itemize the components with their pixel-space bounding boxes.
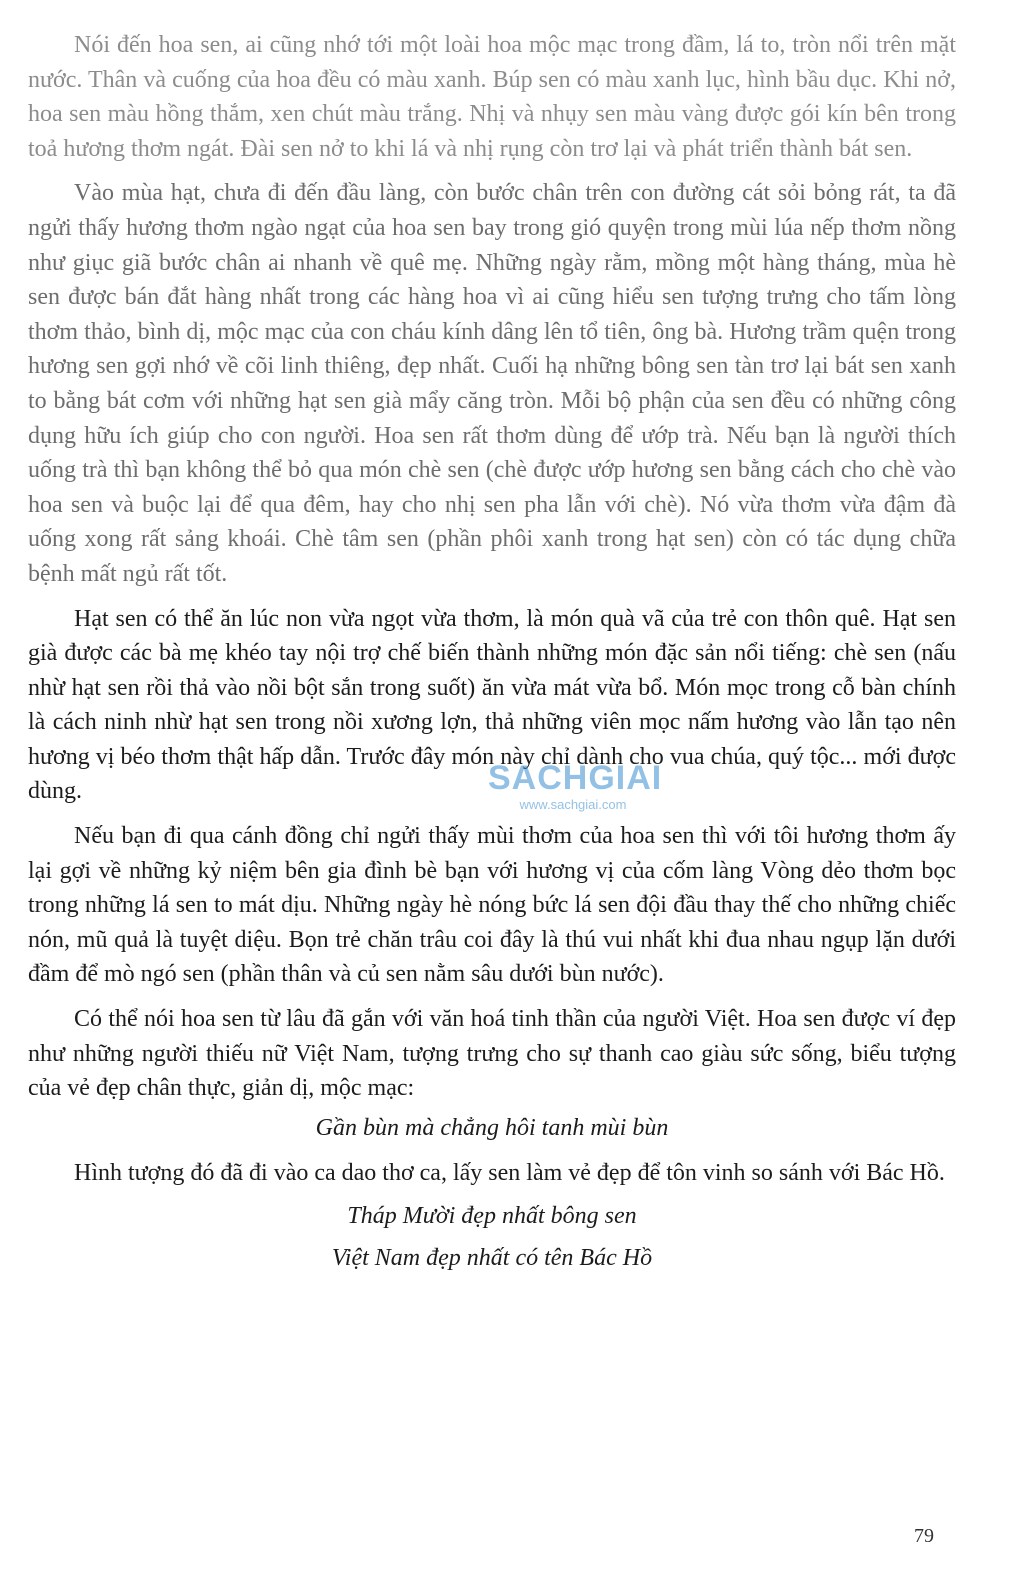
paragraph-uncle-ho: Hình tượng đó đã đi vào ca dao thơ ca, lấy sen làm vẻ đẹp để tôn vinh so sánh với Bác Hồ.	[74, 1159, 945, 1186]
paragraph-culture: Có thể nói hoa sen từ lâu đã gắn với văn hoá tinh thần của người Việt. Hoa sen được ví đẹp như những người thiếu nữ Việt Nam, tượng trưng cho sự thanh cao giàu sức sống, biểu tượng của vẻ đẹp chân thực, giản dị, mộc mạc:	[28, 1006, 956, 1102]
verse-proverb: Gần bùn mà chẳng hôi tanh mùi bùn	[315, 1114, 669, 1141]
watermark-title: SACHGIAI	[488, 759, 663, 797]
paragraph-intro: Nói đến hoa sen, ai cũng nhớ tới một loài hoa mộc mạc trong đầm, lá to, tròn nổi trên mặt nước. Thân và cuống của hoa đều có màu xanh. Búp sen có màu xanh lục, hình bầu dục. Khi nở, hoa sen màu hồng thắm, xen chút màu trắng. Nhị và nhụy sen màu vàng được gói kín bên trong toả hương thơm ngát. Đài sen nở to khi lá và nhị rụng còn trơ lại và phát triển thành bát sen.	[28, 32, 956, 162]
paragraph-lotus-seeds: Hạt sen có thể ăn lúc non vừa ngọt vừa thơm, là món quà vã của trẻ con thôn quê. Hạt sen già được các bà mẹ khéo tay nội trợ chế biến thành những món đặc sản nổi tiếng: chè sen (nấu nhừ hạt sen rồi thả vào nồi bột sắn trong suốt) ăn vừa mát vừa bổ. Món mọc trong cỗ bàn chính là cách ninh nhừ hạt sen trong nồi xương lợn, thả những viên mọc nấm hương vào lẫn tạo nên hương vị béo thơm thật hấp dẫn. Trước đây món này chỉ dành cho vua chúa, quý tộc... mới được dùng.	[28, 605, 956, 805]
document-page	[28, 28, 956, 1288]
verse-line-2: Việt Nam đẹp nhất có tên Bác Hồ	[331, 1245, 653, 1272]
watermark-url: www.sachgiai.com	[519, 797, 627, 812]
page-number: 79	[914, 1525, 934, 1547]
paragraph-seed-season: Vào mùa hạt, chưa đi đến đầu làng, còn bước chân trên con đường cát sỏi bỏng rát, ta đã ngửi thấy hương thơm ngào ngạt của hoa sen bay trong gió quyện trong mùi lúa nếp thơm nồng như giục giã bước chân ai nhanh về quê mẹ. Những ngày rằm, mồng một hàng tháng, mùa hè sen được bán đắt hàng nhất trong các hàng hoa vì ai cũng hiểu sen tượng trưng cho tấm lòng thơm thảo, bình dị, mộc mạc của con cháu kính dâng lên tổ tiên, ông bà. Hương trầm quện trong hương sen gợi nhớ về cõi linh thiêng, đẹp nhất. Cuối hạ những bông sen tàn trơ lại bát sen xanh to bằng bát cơm với những hạt sen già mẩy căng tròn. Mỗi bộ phận của sen đều có những công dụng hữu ích giúp cho con người. Hoa sen rất thơm dùng để ướp trà. Nếu bạn là người thích uống trà thì bạn không thể bỏ qua món chè sen (chè được ướp hương sen bằng cách cho chè vào hoa sen và buộc lại để qua đêm, hay cho nhị sen pha lẫn với chè). Nó vừa thơm vừa đậm đà uống xong rất sảng khoái. Chè tâm sen (phần phôi xanh trong hạt sen) còn có tác dụng chữa bệnh mất ngủ rất tốt.	[28, 180, 956, 587]
verse-poem	[28, 1198, 956, 1276]
verse-line-1: Tháp Mười đẹp nhất bông sen	[347, 1203, 637, 1230]
paragraph-memories: Nếu bạn đi qua cánh đồng chỉ ngửi thấy mùi thơm của hoa sen thì với tôi hương thơm ấy lại gợi về những kỷ niệm bên gia đình bè bạn với hương vị của cốm làng Vòng dẻo thơm bọc trong những lá sen to mát dịu. Những ngày hè nóng bức lá sen đội đầu thay thế cho những chiếc nón, mũ quả là tuyệt diệu. Bọn trẻ chăn trâu coi đây là thú vui nhất khi đua nhau ngụp lặn dưới đầm để mò ngó sen (phần thân và củ sen nằm sâu dưới bùn nước).	[28, 823, 956, 988]
